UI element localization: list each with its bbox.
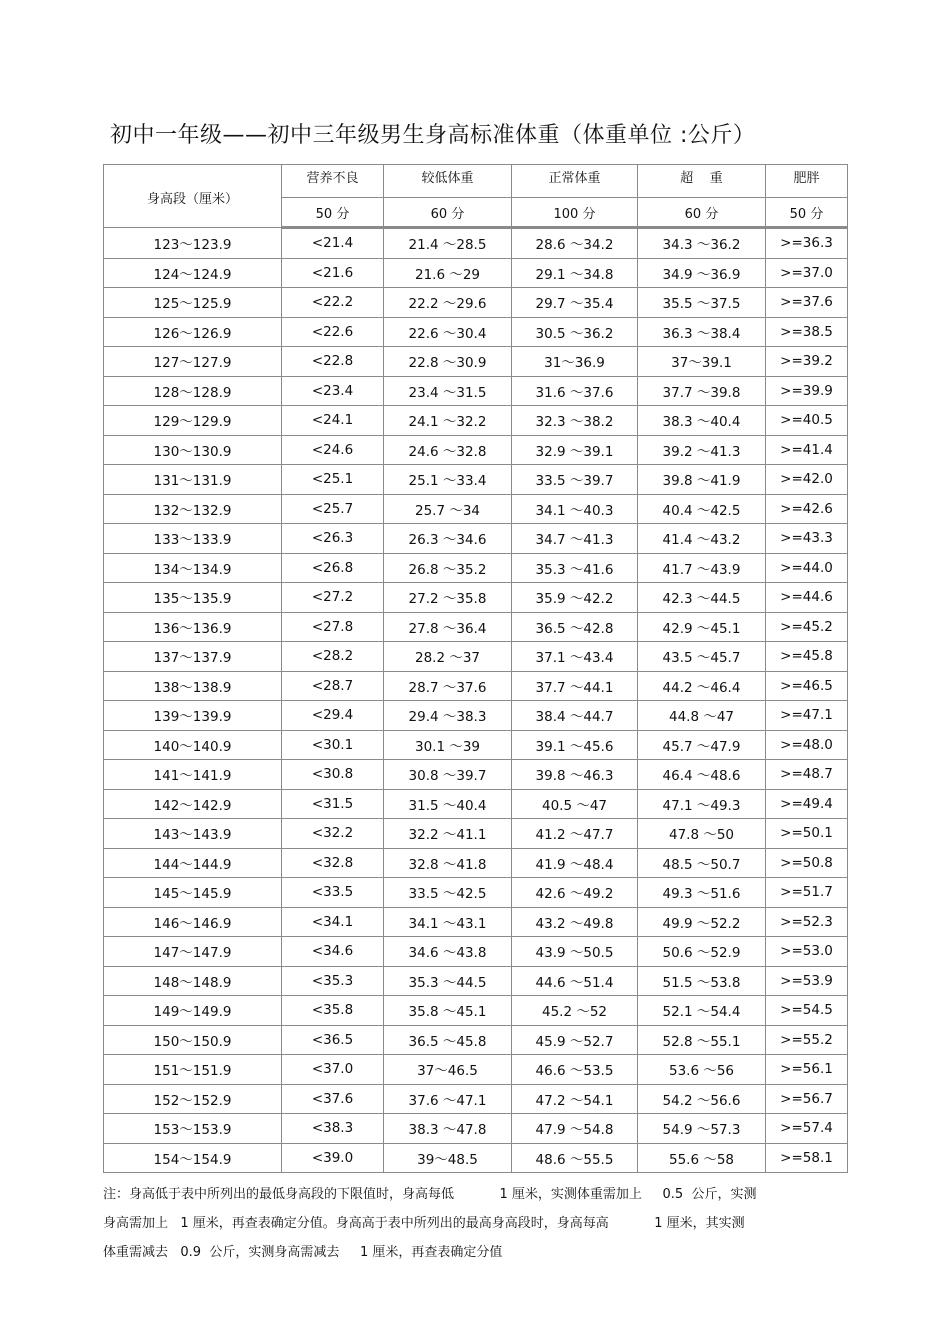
malnutrition-cell: <22.6: [282, 317, 384, 347]
table-row: [104, 288, 848, 318]
height-range-cell: 151～151.9: [104, 1055, 282, 1085]
height-range-cell: 125～125.9: [104, 288, 282, 318]
normal-weight-cell: 35.9 ～42.2: [512, 583, 638, 613]
normal-weight-cell: 28.6 ～34.2: [512, 228, 638, 259]
low-weight-cell: 22.8 ～30.9: [384, 347, 512, 377]
overweight-cell: 46.4 ～48.6: [638, 760, 766, 790]
overweight-cell: 34.3 ～36.2: [638, 228, 766, 259]
overweight-cell: 41.4 ～43.2: [638, 524, 766, 554]
score-cell: 50 分: [282, 198, 384, 228]
table-row: [104, 937, 848, 967]
obese-cell: >=56.7: [766, 1084, 848, 1114]
column-header-low-weight: 较低体重: [384, 165, 512, 198]
malnutrition-cell: <31.5: [282, 789, 384, 819]
obese-cell: >=57.4: [766, 1114, 848, 1144]
malnutrition-cell: <21.6: [282, 258, 384, 288]
normal-weight-cell: 41.9 ～48.4: [512, 848, 638, 878]
table-row: [104, 494, 848, 524]
malnutrition-cell: <24.1: [282, 406, 384, 436]
height-range-cell: 150～150.9: [104, 1025, 282, 1055]
low-weight-cell: 37.6 ～47.1: [384, 1084, 512, 1114]
weight-standard-table: [103, 164, 848, 1173]
low-weight-cell: 25.7 ～34: [384, 494, 512, 524]
table-row: [104, 317, 848, 347]
height-range-cell: 149～149.9: [104, 996, 282, 1026]
low-weight-cell: 39～48.5: [384, 1143, 512, 1173]
overweight-cell: 40.4 ～42.5: [638, 494, 766, 524]
normal-weight-cell: 38.4 ～44.7: [512, 701, 638, 731]
table-row: [104, 966, 848, 996]
overweight-cell: 45.7 ～47.9: [638, 730, 766, 760]
overweight-cell: 49.9 ～52.2: [638, 907, 766, 937]
height-range-cell: 147～147.9: [104, 937, 282, 967]
low-weight-cell: 28.7 ～37.6: [384, 671, 512, 701]
height-range-cell: 152～152.9: [104, 1084, 282, 1114]
height-range-cell: 134～134.9: [104, 553, 282, 583]
normal-weight-cell: 48.6 ～55.5: [512, 1143, 638, 1173]
malnutrition-cell: <32.2: [282, 819, 384, 849]
obese-cell: >=37.6: [766, 288, 848, 318]
table-row: [104, 996, 848, 1026]
height-range-cell: 137～137.9: [104, 642, 282, 672]
overweight-cell: 52.8 ～55.1: [638, 1025, 766, 1055]
low-weight-cell: 25.1 ～33.4: [384, 465, 512, 495]
normal-weight-cell: 30.5 ～36.2: [512, 317, 638, 347]
low-weight-cell: 37～46.5: [384, 1055, 512, 1085]
malnutrition-cell: <37.0: [282, 1055, 384, 1085]
table-row: [104, 671, 848, 701]
column-header-obese: 肥胖: [766, 165, 848, 198]
normal-weight-cell: 32.9 ～39.1: [512, 435, 638, 465]
obese-cell: >=37.0: [766, 258, 848, 288]
malnutrition-cell: <29.4: [282, 701, 384, 731]
overweight-cell: 43.5 ～45.7: [638, 642, 766, 672]
score-cell: 100 分: [512, 198, 638, 228]
overweight-cell: 53.6 ～56: [638, 1055, 766, 1085]
malnutrition-cell: <26.8: [282, 553, 384, 583]
table-row: [104, 760, 848, 790]
obese-cell: >=41.4: [766, 435, 848, 465]
height-range-cell: 145～145.9: [104, 878, 282, 908]
obese-cell: >=53.0: [766, 937, 848, 967]
overweight-cell: 39.8 ～41.9: [638, 465, 766, 495]
obese-cell: >=49.4: [766, 789, 848, 819]
normal-weight-cell: 47.2 ～54.1: [512, 1084, 638, 1114]
table-row: [104, 1143, 848, 1173]
height-range-cell: 130～130.9: [104, 435, 282, 465]
normal-weight-cell: 31.6 ～37.6: [512, 376, 638, 406]
overweight-cell: 54.9 ～57.3: [638, 1114, 766, 1144]
height-range-cell: 135～135.9: [104, 583, 282, 613]
overweight-cell: 50.6 ～52.9: [638, 937, 766, 967]
height-range-cell: 132～132.9: [104, 494, 282, 524]
table-row: [104, 730, 848, 760]
normal-weight-cell: 36.5 ～42.8: [512, 612, 638, 642]
malnutrition-cell: <27.8: [282, 612, 384, 642]
table-row: [104, 642, 848, 672]
normal-weight-cell: 39.1 ～45.6: [512, 730, 638, 760]
low-weight-cell: 22.2 ～29.6: [384, 288, 512, 318]
malnutrition-cell: <36.5: [282, 1025, 384, 1055]
height-range-cell: 129～129.9: [104, 406, 282, 436]
low-weight-cell: 24.6 ～32.8: [384, 435, 512, 465]
height-range-cell: 136～136.9: [104, 612, 282, 642]
malnutrition-cell: <30.8: [282, 760, 384, 790]
height-range-cell: 140～140.9: [104, 730, 282, 760]
obese-cell: >=45.2: [766, 612, 848, 642]
normal-weight-cell: 32.3 ～38.2: [512, 406, 638, 436]
malnutrition-cell: <26.3: [282, 524, 384, 554]
table-row: [104, 347, 848, 377]
low-weight-cell: 36.5 ～45.8: [384, 1025, 512, 1055]
column-header-normal-weight: 正常体重: [512, 165, 638, 198]
low-weight-cell: 27.8 ～36.4: [384, 612, 512, 642]
overweight-cell: 35.5 ～37.5: [638, 288, 766, 318]
normal-weight-cell: 43.9 ～50.5: [512, 937, 638, 967]
height-range-cell: 138～138.9: [104, 671, 282, 701]
malnutrition-cell: <24.6: [282, 435, 384, 465]
table-row: [104, 878, 848, 908]
normal-weight-cell: 37.7 ～44.1: [512, 671, 638, 701]
malnutrition-cell: <34.6: [282, 937, 384, 967]
page-title: 初中一年级——初中三年级男生身高标准体重（体重单位 :公斤）: [110, 123, 756, 148]
malnutrition-cell: <35.3: [282, 966, 384, 996]
low-weight-cell: 23.4 ～31.5: [384, 376, 512, 406]
malnutrition-cell: <21.4: [282, 228, 384, 259]
low-weight-cell: 31.5 ～40.4: [384, 789, 512, 819]
table-row: [104, 553, 848, 583]
malnutrition-cell: <39.0: [282, 1143, 384, 1173]
table-row: [104, 435, 848, 465]
low-weight-cell: 21.4 ～28.5: [384, 228, 512, 259]
table-row: [104, 406, 848, 436]
height-range-header: 身高段（厘米）: [104, 165, 282, 228]
normal-weight-cell: 35.3 ～41.6: [512, 553, 638, 583]
table-row: [104, 583, 848, 613]
normal-weight-cell: 34.7 ～41.3: [512, 524, 638, 554]
obese-cell: >=44.0: [766, 553, 848, 583]
normal-weight-cell: 47.9 ～54.8: [512, 1114, 638, 1144]
malnutrition-cell: <22.8: [282, 347, 384, 377]
normal-weight-cell: 44.6 ～51.4: [512, 966, 638, 996]
height-range-cell: 144～144.9: [104, 848, 282, 878]
obese-cell: >=43.3: [766, 524, 848, 554]
overweight-cell: 42.9 ～45.1: [638, 612, 766, 642]
obese-cell: >=46.5: [766, 671, 848, 701]
score-cell: 60 分: [638, 198, 766, 228]
overweight-cell: 44.2 ～46.4: [638, 671, 766, 701]
table-row: [104, 1025, 848, 1055]
low-weight-cell: 34.6 ～43.8: [384, 937, 512, 967]
normal-weight-cell: 45.9 ～52.7: [512, 1025, 638, 1055]
normal-weight-cell: 46.6 ～53.5: [512, 1055, 638, 1085]
table-row: [104, 819, 848, 849]
height-range-cell: 146～146.9: [104, 907, 282, 937]
overweight-cell: 38.3 ～40.4: [638, 406, 766, 436]
height-range-cell: 142～142.9: [104, 789, 282, 819]
normal-weight-cell: 34.1 ～40.3: [512, 494, 638, 524]
overweight-cell: 36.3 ～38.4: [638, 317, 766, 347]
table-header-row: [104, 165, 848, 198]
height-range-cell: 128～128.9: [104, 376, 282, 406]
obese-cell: >=51.7: [766, 878, 848, 908]
overweight-cell: 47.1 ～49.3: [638, 789, 766, 819]
table-row: [104, 1114, 848, 1144]
normal-weight-cell: 29.1 ～34.8: [512, 258, 638, 288]
low-weight-cell: 38.3 ～47.8: [384, 1114, 512, 1144]
height-range-cell: 141～141.9: [104, 760, 282, 790]
malnutrition-cell: <22.2: [282, 288, 384, 318]
overweight-cell: 52.1 ～54.4: [638, 996, 766, 1026]
obese-cell: >=42.0: [766, 465, 848, 495]
normal-weight-cell: 29.7 ～35.4: [512, 288, 638, 318]
obese-cell: >=42.6: [766, 494, 848, 524]
malnutrition-cell: <25.7: [282, 494, 384, 524]
footnote: 注：身高低于表中所列出的最低身高段的下限值时，身高每低 1 厘米，实测体重需加上 0.5 公斤，实测 身高需加上 1 厘米，再查表确定分值。身高高于表中所列出的最高身高段时，身高每高 1 厘米，其实测 体重需减去 0.9 公斤，实测身高需减去 1 厘米，再查表确定分值: [103, 1187, 757, 1260]
overweight-cell: 51.5 ～53.8: [638, 966, 766, 996]
height-range-cell: 124～124.9: [104, 258, 282, 288]
overweight-cell: 48.5 ～50.7: [638, 848, 766, 878]
height-range-cell: 148～148.9: [104, 966, 282, 996]
normal-weight-cell: 31～36.9: [512, 347, 638, 377]
score-cell: 60 分: [384, 198, 512, 228]
table-row: [104, 228, 848, 259]
malnutrition-cell: <34.1: [282, 907, 384, 937]
overweight-cell: 39.2 ～41.3: [638, 435, 766, 465]
obese-cell: >=55.2: [766, 1025, 848, 1055]
obese-cell: >=53.9: [766, 966, 848, 996]
low-weight-cell: 28.2 ～37: [384, 642, 512, 672]
obese-cell: >=52.3: [766, 907, 848, 937]
low-weight-cell: 32.2 ～41.1: [384, 819, 512, 849]
obese-cell: >=39.9: [766, 376, 848, 406]
table-row: [104, 258, 848, 288]
height-range-cell: 139～139.9: [104, 701, 282, 731]
malnutrition-cell: <27.2: [282, 583, 384, 613]
table-row: [104, 1084, 848, 1114]
overweight-cell: 44.8 ～47: [638, 701, 766, 731]
obese-cell: >=54.5: [766, 996, 848, 1026]
obese-cell: >=39.2: [766, 347, 848, 377]
table-row: [104, 465, 848, 495]
score-cell: 50 分: [766, 198, 848, 228]
height-range-cell: 126～126.9: [104, 317, 282, 347]
height-range-cell: 127～127.9: [104, 347, 282, 377]
low-weight-cell: 29.4 ～38.3: [384, 701, 512, 731]
table-row: [104, 789, 848, 819]
obese-cell: >=44.6: [766, 583, 848, 613]
table-row: [104, 907, 848, 937]
overweight-cell: 54.2 ～56.6: [638, 1084, 766, 1114]
malnutrition-cell: <37.6: [282, 1084, 384, 1114]
height-range-cell: 131～131.9: [104, 465, 282, 495]
low-weight-cell: 30.1 ～39: [384, 730, 512, 760]
column-header-malnutrition: 营养不良: [282, 165, 384, 198]
normal-weight-cell: 43.2 ～49.8: [512, 907, 638, 937]
overweight-cell: 37.7 ～39.8: [638, 376, 766, 406]
obese-cell: >=48.7: [766, 760, 848, 790]
low-weight-cell: 26.8 ～35.2: [384, 553, 512, 583]
low-weight-cell: 27.2 ～35.8: [384, 583, 512, 613]
obese-cell: >=56.1: [766, 1055, 848, 1085]
table-row: [104, 524, 848, 554]
table-row: [104, 1055, 848, 1085]
overweight-cell: 42.3 ～44.5: [638, 583, 766, 613]
low-weight-cell: 22.6 ～30.4: [384, 317, 512, 347]
obese-cell: >=47.1: [766, 701, 848, 731]
normal-weight-cell: 45.2 ～52: [512, 996, 638, 1026]
obese-cell: >=40.5: [766, 406, 848, 436]
normal-weight-cell: 42.6 ～49.2: [512, 878, 638, 908]
low-weight-cell: 34.1 ～43.1: [384, 907, 512, 937]
low-weight-cell: 33.5 ～42.5: [384, 878, 512, 908]
table-row: [104, 701, 848, 731]
normal-weight-cell: 39.8 ～46.3: [512, 760, 638, 790]
height-range-cell: 133～133.9: [104, 524, 282, 554]
malnutrition-cell: <38.3: [282, 1114, 384, 1144]
height-range-cell: 123～123.9: [104, 228, 282, 259]
overweight-cell: 55.6 ～58: [638, 1143, 766, 1173]
obese-cell: >=36.3: [766, 228, 848, 259]
table-row: [104, 612, 848, 642]
normal-weight-cell: 37.1 ～43.4: [512, 642, 638, 672]
overweight-cell: 47.8 ～50: [638, 819, 766, 849]
low-weight-cell: 30.8 ～39.7: [384, 760, 512, 790]
normal-weight-cell: 41.2 ～47.7: [512, 819, 638, 849]
normal-weight-cell: 33.5 ～39.7: [512, 465, 638, 495]
overweight-cell: 34.9 ～36.9: [638, 258, 766, 288]
malnutrition-cell: <28.7: [282, 671, 384, 701]
obese-cell: >=48.0: [766, 730, 848, 760]
table-row: [104, 848, 848, 878]
low-weight-cell: 35.3 ～44.5: [384, 966, 512, 996]
malnutrition-cell: <23.4: [282, 376, 384, 406]
height-range-cell: 153～153.9: [104, 1114, 282, 1144]
low-weight-cell: 21.6 ～29: [384, 258, 512, 288]
overweight-cell: 49.3 ～51.6: [638, 878, 766, 908]
obese-cell: >=50.8: [766, 848, 848, 878]
malnutrition-cell: <32.8: [282, 848, 384, 878]
malnutrition-cell: <30.1: [282, 730, 384, 760]
table-row: [104, 376, 848, 406]
malnutrition-cell: <33.5: [282, 878, 384, 908]
obese-cell: >=45.8: [766, 642, 848, 672]
overweight-cell: 37～39.1: [638, 347, 766, 377]
malnutrition-cell: <35.8: [282, 996, 384, 1026]
height-range-cell: 143～143.9: [104, 819, 282, 849]
height-range-cell: 154～154.9: [104, 1143, 282, 1173]
column-header-overweight: 超 重: [638, 165, 766, 198]
overweight-cell: 41.7 ～43.9: [638, 553, 766, 583]
low-weight-cell: 32.8 ～41.8: [384, 848, 512, 878]
normal-weight-cell: 40.5 ～47: [512, 789, 638, 819]
obese-cell: >=58.1: [766, 1143, 848, 1173]
low-weight-cell: 26.3 ～34.6: [384, 524, 512, 554]
low-weight-cell: 24.1 ～32.2: [384, 406, 512, 436]
malnutrition-cell: <25.1: [282, 465, 384, 495]
obese-cell: >=38.5: [766, 317, 848, 347]
malnutrition-cell: <28.2: [282, 642, 384, 672]
obese-cell: >=50.1: [766, 819, 848, 849]
low-weight-cell: 35.8 ～45.1: [384, 996, 512, 1026]
